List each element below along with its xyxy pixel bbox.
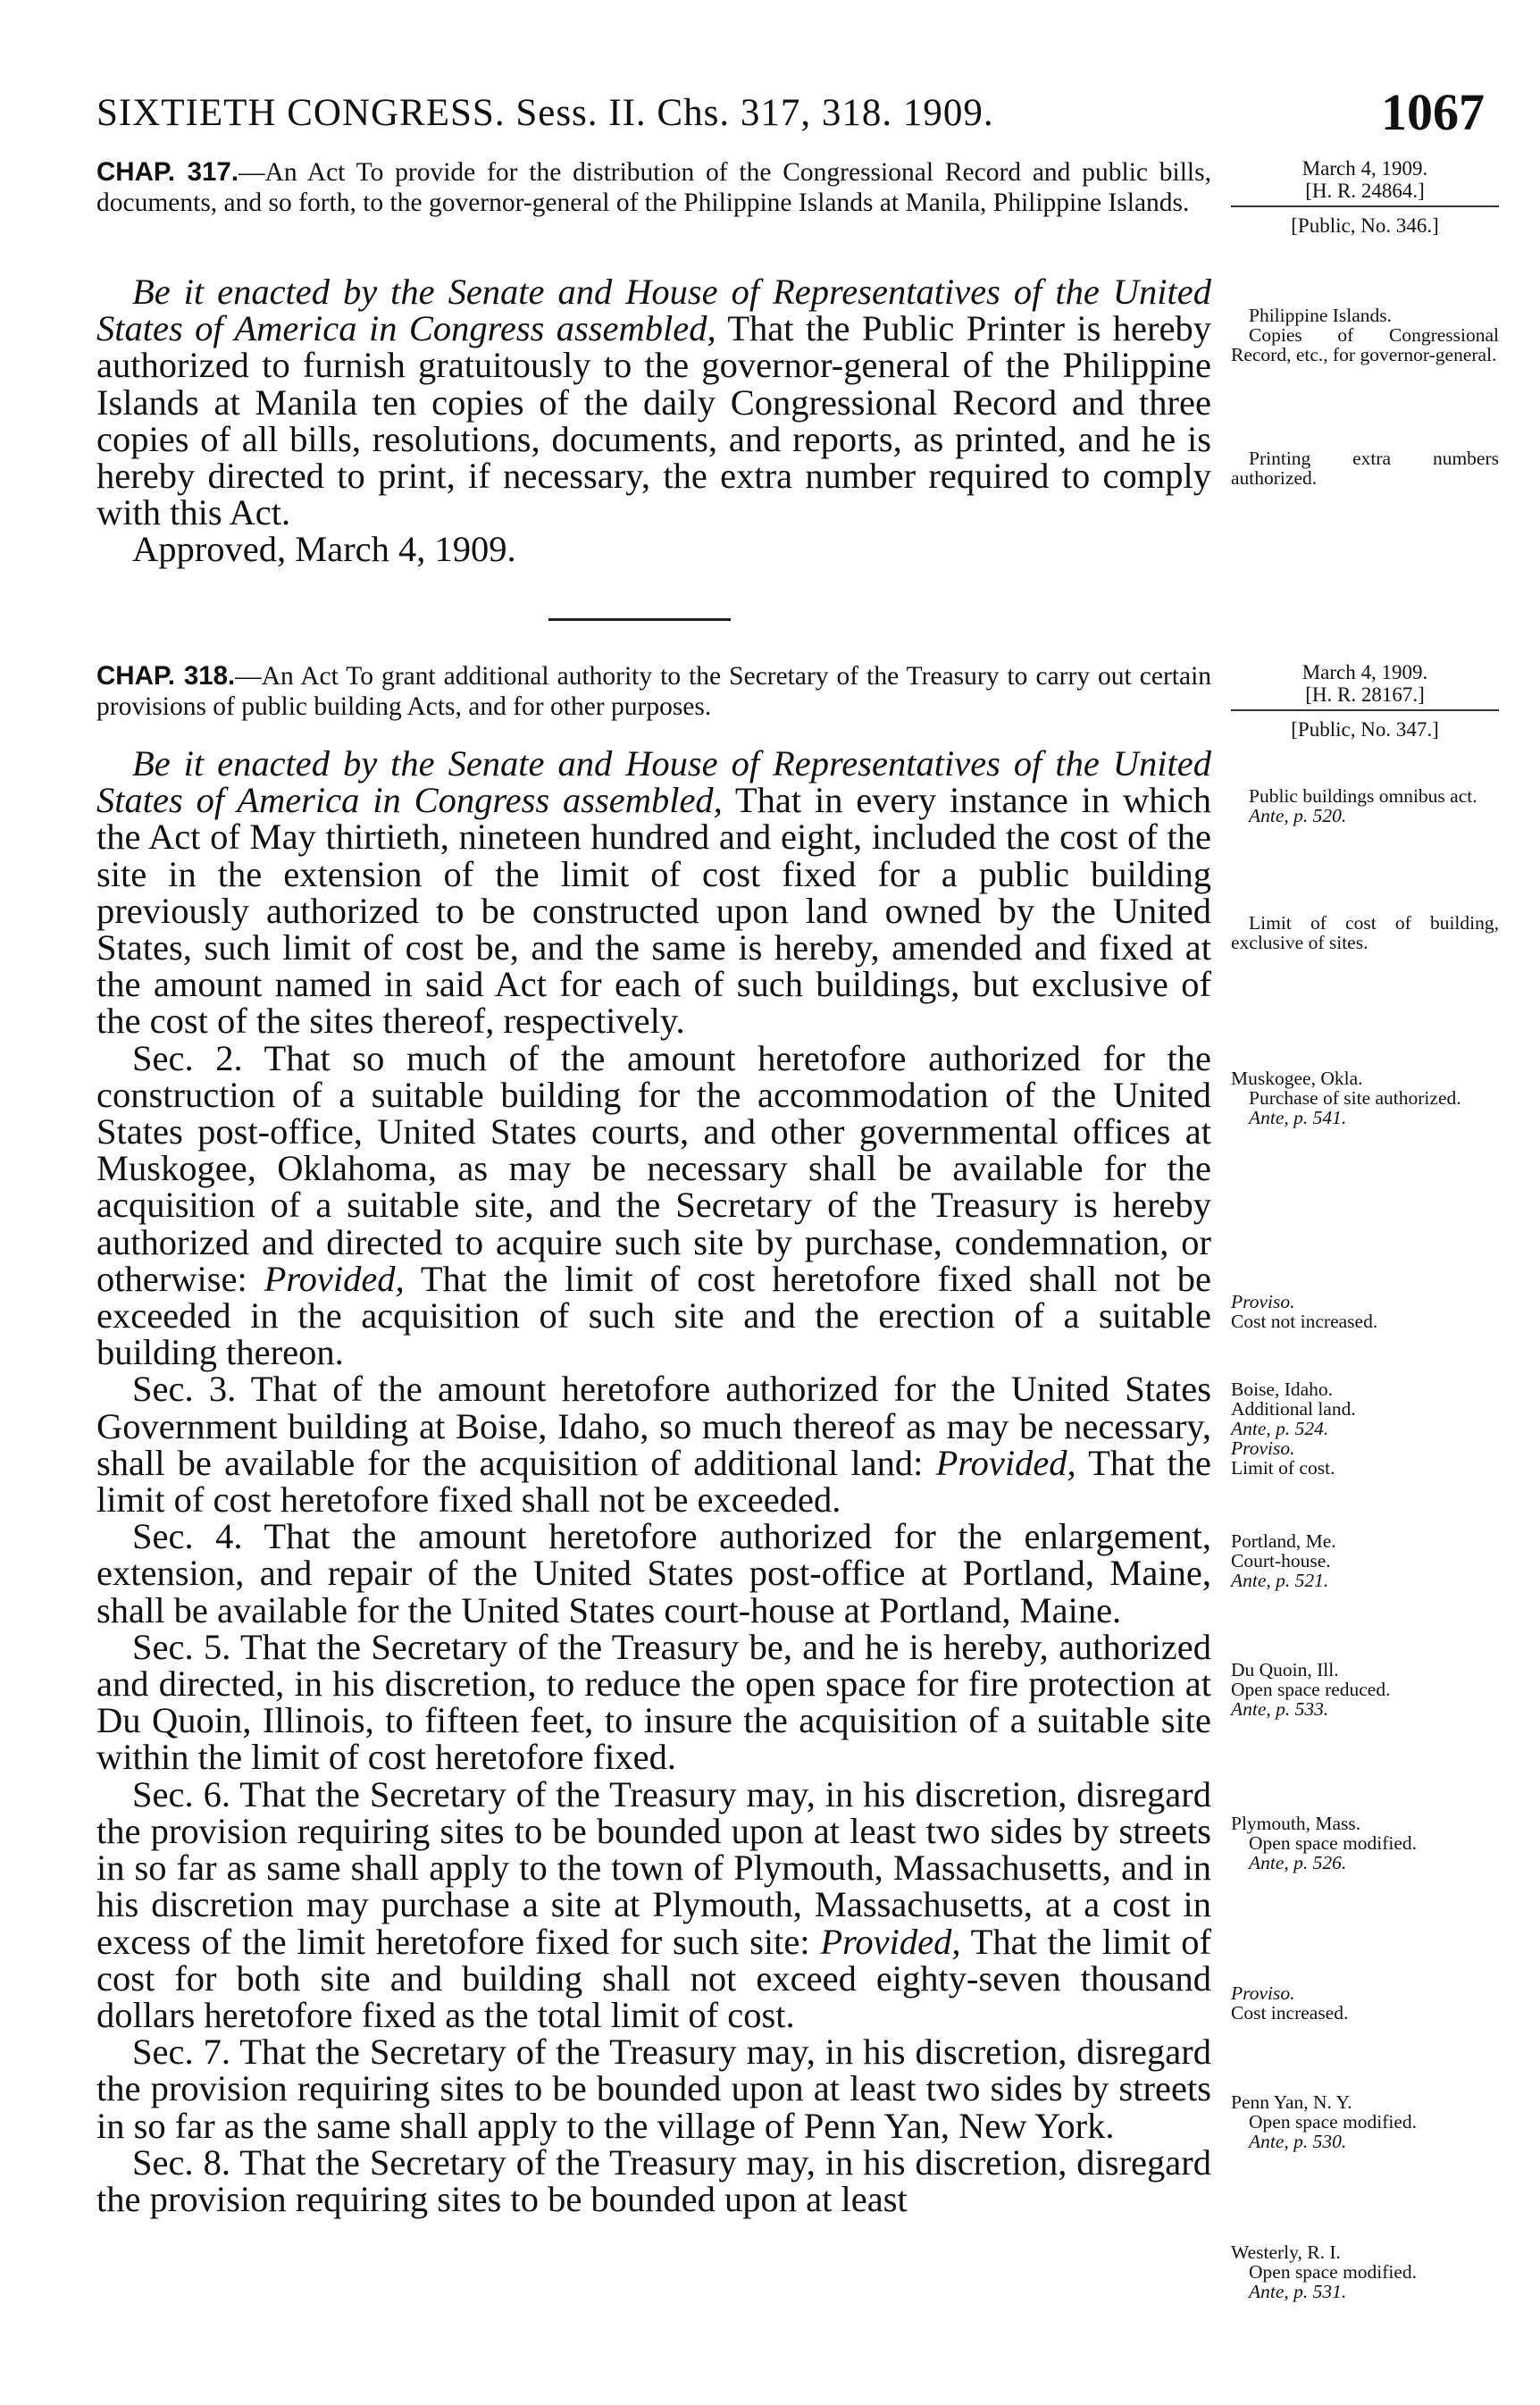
chap317-margin-public: [Public, No. 346.] <box>1291 214 1439 237</box>
margin-n10-ref: Ante, p. 530. <box>1249 2131 1347 2152</box>
margin-note-penn-yan <box>1231 2092 1499 2151</box>
margin-n5-title: Boise, Idaho. <box>1231 1378 1334 1400</box>
margin-note-portland <box>1231 1531 1499 1590</box>
sec8-text: That the Secretary of the Treasury may, in his discretion, disregard the provision requiring sites to be bounded upon at least <box>96 2141 1211 2219</box>
margin-n7-text: Open space reduced. <box>1231 1679 1391 1700</box>
margin-n5-text: Additional land. <box>1231 1398 1356 1420</box>
margin-note-public-buildings <box>1231 786 1499 825</box>
sec6-text-b: That the limit of cost for both site and building shall not exceed eighty-seven thousand dollars heretofore fixed as the total limit of cost. <box>96 1921 1211 2035</box>
margin-n11-ref: Ante, p. 531. <box>1249 2281 1347 2302</box>
chap317-enacting-clause <box>96 273 1211 531</box>
margin-n5-ref: Ante, p. 524. <box>1231 1418 1329 1439</box>
chap317-text: That the Public Printer is hereby authorized to furnish gratuitously to the governor-general of the Philippine Islands at Manila ten copies of the daily Congressional Record and three copies of all bills, resolutions, documents, and reports, as printed, and he is hereby directed to print, if necessary, the extra number required to comply with this Act. <box>96 308 1211 533</box>
chap318-sec5 <box>96 1626 1211 1778</box>
margin-n3-ref: Ante, p. 541. <box>1249 1107 1347 1128</box>
chap318-enacting-clause <box>96 745 1211 1040</box>
chap317-body <box>96 273 1211 568</box>
sec6-proviso: Provided, <box>820 1921 961 1962</box>
sec5-text: That the Secretary of the Treasury be, and he is hereby, authorized and directed, in his discretion, to reduce the open space for fire protection at Du Quoin, Illinois, to fifteen feet, to insure the acquisition of a suitable site within the limit of cost heretofore fixed. <box>96 1626 1211 1778</box>
chap318-margin-public: [Public, No. 347.] <box>1291 718 1439 741</box>
chap317-heading <box>96 157 1211 218</box>
running-head-title: SIXTIETH CONGRESS. Sess. II. Chs. 317, 318. 1909. <box>96 92 994 134</box>
chapter-divider <box>548 618 731 621</box>
chap318-number: CHAP. 318. <box>96 661 236 691</box>
chap318-sec4 <box>96 1518 1211 1629</box>
margin-n11-title: Westerly, R. I. <box>1231 2242 1341 2263</box>
chap318-sec3 <box>96 1369 1211 1521</box>
sec6-text-a: That the Secretary of the Treasury may, in his discretion, disregard the provision requiring sites to be bounded upon at least two sides by streets in so far as same shall apply to the town of Plymouth, Massachusetts, and in his discretion may purchase a site at Plymouth, Massachusetts, at a cost in excess of the limit heretofore fixed for such site: <box>96 1773 1211 1962</box>
margin-n6-title: Portland, Me. <box>1231 1530 1336 1552</box>
chap318-margin-bill: [H. R. 28167.] <box>1305 683 1425 706</box>
chap318-sec8 <box>96 2141 1211 2219</box>
chap317-margin-date: March 4, 1909. <box>1301 157 1428 180</box>
margin-note-limit <box>1231 913 1499 952</box>
chap318-sec7 <box>96 2033 1211 2144</box>
sec5-label: Sec. 5. <box>132 1626 231 1667</box>
margin-n2: Limit of cost of building, exclusive of sites. <box>1231 912 1499 953</box>
sec7-label: Sec. 7. <box>132 2032 230 2073</box>
sec3-text-a: That of the amount heretofore authorized for the United States Government building at Boise, Idaho, so much thereof as may be necessary, shall be available for the acquisition of additional land: <box>96 1369 1211 1483</box>
chap317-number: CHAP. 317. <box>96 157 239 187</box>
margin-n7-title: Du Quoin, Ill. <box>1231 1659 1339 1680</box>
margin-n10-title: Penn Yan, N. Y. <box>1231 2091 1352 2113</box>
margin-n11-text: Open space modified. <box>1249 2261 1418 2283</box>
sec3-proviso: Provided, <box>935 1442 1076 1483</box>
margin-n5-proviso: Proviso. <box>1231 1437 1295 1459</box>
chap317-note1-text: Copies of Congressional Record, etc., for governor-general. <box>1231 324 1499 365</box>
sec4-label: Sec. 4. <box>132 1516 243 1557</box>
running-head <box>96 82 1485 145</box>
page-number: 1067 <box>1381 83 1485 141</box>
chap318-heading <box>96 661 1211 722</box>
sec3-label: Sec. 3. <box>132 1369 237 1410</box>
margin-note-muskogee <box>1231 1068 1499 1127</box>
sec3-text-b: That the limit of cost heretofore fixed shall not be exceeded. <box>96 1442 1211 1521</box>
chap317-margin-rule <box>1231 205 1499 207</box>
margin-n4-title: Proviso. <box>1231 1291 1295 1312</box>
chap318-margin-date: March 4, 1909. <box>1301 661 1428 683</box>
margin-n6-ref: Ante, p. 521. <box>1231 1570 1329 1591</box>
chap318-enacting-rest: That in every instance in which the Act of May thirtieth, nineteen hundred and eight, included the cost of the site in the extension of the limit of cost fixed for a public building previously authorized to be constructed upon land owned by the United States, such limit of cost be, and the same is hereby, amended and fixed at the amount named in said Act for each of such buildings, but exclusive of the cost of the sites thereof, respectively. <box>96 780 1211 1042</box>
chap317-margin-bill: [H. R. 24864.] <box>1305 180 1425 202</box>
margin-n8-ref: Ante, p. 526. <box>1249 1852 1347 1873</box>
margin-n10-text: Open space modified. <box>1249 2111 1418 2133</box>
margin-n9-text: Cost increased. <box>1231 2002 1349 2024</box>
sec2-proviso: Provided, <box>264 1258 405 1299</box>
chap317-title: —An Act To provide for the distribution of the Congressional Record and public bills, documents, and so forth, to the governor-general of the Philippine Islands at Manila, Philippine Islands. <box>96 158 1211 217</box>
chap317-enacting-italic: Be it enacted by the Senate and House of Representatives of the United States of America in Congress assembled, <box>96 272 1211 349</box>
margin-note-westerly <box>1231 2242 1499 2301</box>
sec8-label: Sec. 8. <box>132 2141 230 2183</box>
margin-n5-limit: Limit of cost. <box>1231 1457 1335 1479</box>
chap317-note2: Printing extra numbers authorized. <box>1231 448 1499 489</box>
margin-note-proviso-1 <box>1231 1292 1499 1331</box>
sec6-label: Sec. 6. <box>132 1773 230 1814</box>
margin-n7-ref: Ante, p. 533. <box>1231 1698 1329 1720</box>
margin-n8-title: Plymouth, Mass. <box>1231 1813 1361 1834</box>
margin-n3-text: Purchase of site authorized. <box>1249 1087 1461 1109</box>
margin-n4-text: Cost not increased. <box>1231 1311 1378 1332</box>
margin-n1-ref: Ante, p. 520. <box>1249 805 1347 826</box>
sec2-label: Sec. 2. <box>132 1037 243 1078</box>
margin-n8-text: Open space modified. <box>1249 1832 1418 1854</box>
chap317-note1-title: Philippine Islands. <box>1249 305 1393 326</box>
margin-n1-title: Public buildings omnibus act. <box>1249 785 1477 807</box>
margin-n6-text: Court-house. <box>1231 1550 1331 1571</box>
sec2-text-a: That so much of the amount heretofore authorized for the construction of a suitable building for the accommodation of the United States post-office, United States courts, and other governmental offices at Muskogee, Oklahoma, as may be necessary shall be available for the acquisition of a suitable site, and the Secretary of the Treasury is hereby authorized and directed to acquire such site by purchase, condemnation, or otherwise: <box>96 1037 1211 1299</box>
chap318-margin-rule <box>1231 709 1499 711</box>
sec4-text: That the amount heretofore authorized for the enlargement, extension, and repair of the United States post-office at Portland, Maine, shall be available for the United States court-house at Portland, Maine. <box>96 1516 1211 1630</box>
chap318-body <box>96 745 1211 2217</box>
chap318-enacting-italic: Be it enacted by the Senate and House of Representatives of the United States of America in Congress assembled, <box>96 743 1211 821</box>
chap317-approved: Approved, March 4, 1909. <box>132 529 516 570</box>
margin-n9-title: Proviso. <box>1231 1982 1295 2004</box>
sec7-text: That the Secretary of the Treasury may, in his discretion, disregard the provision requiring sites to be bounded upon at least two sides by streets in so far as the same shall apply to the village of Penn Yan, New York. <box>96 2032 1211 2146</box>
margin-note-plymouth <box>1231 1814 1499 1873</box>
chap318-title: —An Act To grant additional authority to the Secretary of the Treasury to carry out certain provisions of public building Acts, and for other purposes. <box>96 662 1212 721</box>
margin-n3-title: Muskogee, Okla. <box>1231 1068 1363 1089</box>
chap318-sec6 <box>96 1773 1211 2035</box>
margin-note-proviso-2 <box>1231 1983 1499 2023</box>
margin-note-boise <box>1231 1379 1499 1478</box>
sec2-text-b: That the limit of cost heretofore fixed shall not be exceeded in the acquisition of such site and the erection of a suitable building thereon. <box>96 1258 1211 1373</box>
chap318-sec2 <box>96 1037 1211 1373</box>
margin-note-du-quoin <box>1231 1660 1499 1719</box>
